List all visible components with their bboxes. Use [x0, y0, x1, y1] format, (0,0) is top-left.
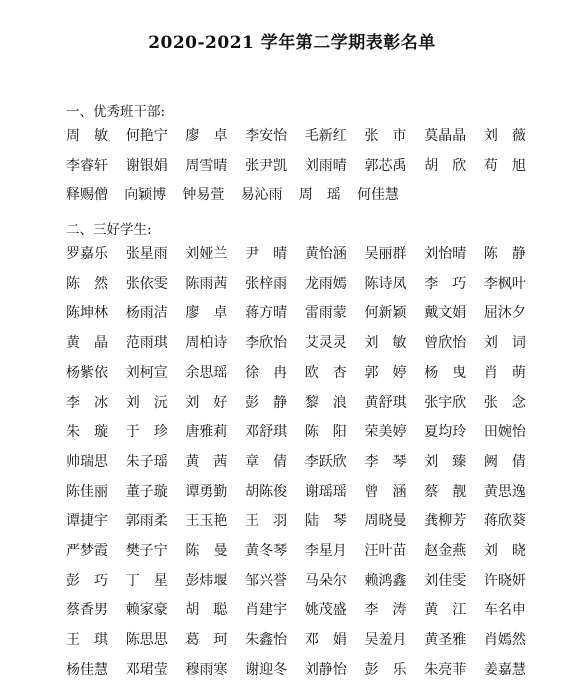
student-name: 陈 曼	[185, 543, 228, 559]
student-name: 李 冰	[66, 394, 108, 411]
student-name: 杨佳慧	[66, 661, 108, 678]
student-name: 刘佳雯	[424, 572, 467, 589]
student-name: 尹 晴	[245, 246, 288, 262]
student-name: 张宇欣	[424, 394, 467, 411]
student-name: 陈思思	[125, 632, 168, 649]
student-name: 彭 巧	[66, 572, 108, 589]
student-name: 周晓曼	[364, 513, 407, 530]
student-name: 杨紫依	[66, 364, 108, 381]
student-name: 雷雨蒙	[304, 305, 347, 322]
student-name: 肖 萌	[483, 364, 526, 381]
student-name: 邓 娟	[304, 632, 347, 649]
name-row	[66, 629, 536, 649]
student-name: 郭雨柔	[125, 513, 168, 530]
student-name: 廖 卓	[185, 128, 228, 144]
student-name: 黄冬琴	[245, 543, 288, 559]
student-name: 谢瑶瑶	[304, 483, 347, 500]
student-name: 朱亮菲	[424, 661, 467, 678]
student-name: 黄 茜	[185, 453, 228, 470]
student-name: 黄 晶	[66, 335, 108, 352]
name-row	[66, 362, 536, 382]
student-name: 姚茂盛	[304, 602, 347, 619]
student-name: 刘静怡	[304, 661, 347, 678]
student-name: 帅瑞思	[66, 453, 108, 470]
student-name: 刘 词	[483, 335, 526, 352]
student-name: 刘雨晴	[304, 157, 347, 174]
student-name: 陈雨茜	[185, 275, 228, 292]
student-name: 李睿轩	[66, 157, 108, 174]
student-name: 荣美婷	[364, 424, 407, 441]
student-name: 李 涛	[364, 602, 407, 619]
student-name: 陈坤林	[66, 305, 108, 322]
student-name: 廖 卓	[185, 305, 228, 322]
student-name: 周 瑶	[298, 187, 341, 204]
student-name: 王 琪	[66, 632, 108, 649]
student-name: 谢银娟	[125, 157, 168, 174]
name-row	[66, 451, 536, 471]
student-name: 释赐僧	[66, 187, 108, 204]
student-name: 邹兴誉	[245, 572, 288, 589]
name-row	[66, 184, 536, 204]
name-row	[66, 125, 536, 145]
student-name: 陈 阳	[304, 424, 347, 441]
student-name: 周 敏	[66, 128, 108, 144]
student-name: 刘娅兰	[185, 246, 228, 262]
student-name: 樊子宁	[125, 543, 168, 559]
student-name: 胡 欣	[424, 157, 467, 174]
student-name: 蔡香男	[66, 602, 108, 619]
student-name: 穆雨寒	[185, 661, 228, 678]
student-name: 朱鑫怡	[245, 632, 288, 649]
student-name: 黄怡涵	[304, 246, 347, 262]
student-name: 杨 曳	[424, 364, 467, 381]
student-name: 邓舒琪	[245, 424, 288, 441]
student-name: 张梓雨	[245, 275, 288, 292]
student-name: 董子璇	[125, 483, 168, 500]
student-name: 葛 珂	[185, 632, 228, 649]
student-name: 龙雨嫣	[304, 275, 347, 292]
name-row	[66, 570, 536, 590]
student-name: 何艳宁	[125, 128, 168, 144]
student-name: 龚柳芳	[424, 513, 467, 530]
name-row	[66, 659, 536, 679]
student-name: 谭捷宇	[66, 513, 108, 530]
student-name: 李 巧	[424, 275, 467, 292]
student-name: 陈佳丽	[66, 483, 108, 500]
student-name: 周雪晴	[185, 157, 228, 174]
name-row	[66, 302, 536, 322]
student-name: 刘 好	[185, 394, 228, 411]
name-row	[66, 421, 536, 441]
section-heading: 一、优秀班干部:	[66, 104, 166, 120]
student-name: 车名申	[483, 602, 526, 619]
student-name: 胡 聪	[185, 602, 228, 619]
student-name: 毛新红	[304, 128, 347, 144]
student-name: 郭芯禹	[364, 157, 407, 174]
student-name: 李枫叶	[483, 275, 526, 292]
name-row	[66, 540, 536, 560]
section-heading: 二、三好学生:	[66, 222, 152, 238]
student-name: 何佳慧	[356, 187, 399, 204]
student-name: 张尹凯	[245, 157, 288, 174]
student-name: 黄圣雅	[424, 632, 467, 649]
student-name: 戴文娟	[424, 305, 467, 322]
student-name: 张 市	[364, 128, 407, 144]
student-name: 赖鸿鑫	[364, 572, 407, 589]
student-name: 陈 然	[66, 275, 108, 292]
student-name: 黄 江	[424, 602, 467, 619]
student-name: 肖建宇	[245, 602, 288, 619]
student-name: 朱 璇	[66, 424, 108, 441]
student-name: 周柏诗	[185, 335, 228, 352]
student-name: 汪叶苗	[364, 543, 407, 559]
student-name: 李安怡	[245, 128, 288, 144]
student-name: 艾灵灵	[304, 335, 347, 352]
student-name: 曾欣怡	[424, 335, 467, 352]
student-name: 易沁雨	[240, 187, 283, 204]
student-name: 蒋方晴	[245, 305, 288, 322]
student-name: 吴羞月	[364, 632, 407, 649]
student-name: 张依雯	[125, 275, 168, 292]
student-name: 赖家豪	[125, 602, 168, 619]
name-row	[66, 273, 536, 293]
student-name: 郭 婷	[364, 364, 407, 381]
student-name: 肖嫣然	[483, 632, 526, 649]
name-row	[66, 510, 536, 530]
name-row	[66, 155, 536, 175]
student-name: 刘 臻	[424, 453, 467, 470]
student-name: 何新颖	[364, 305, 407, 322]
student-name: 田婉怡	[483, 424, 526, 441]
student-name: 李星月	[304, 543, 347, 559]
student-name: 陈 静	[483, 246, 526, 262]
student-name: 余思瑶	[185, 364, 228, 381]
student-name: 王玉艳	[185, 513, 228, 530]
student-name: 朱子瑶	[125, 453, 168, 470]
student-name: 刘 敏	[364, 335, 407, 352]
student-name: 刘 沅	[125, 394, 168, 411]
student-name: 刘 晓	[483, 543, 526, 559]
student-name: 欧 杏	[304, 364, 347, 381]
student-name: 严梦霞	[66, 543, 108, 559]
student-name: 张星雨	[125, 246, 168, 262]
student-name: 谢迎冬	[245, 661, 288, 678]
student-name: 刘怡晴	[424, 246, 467, 262]
student-name: 彭 静	[245, 394, 288, 411]
student-name: 许晓妍	[483, 572, 526, 589]
student-name: 徐 冉	[245, 364, 288, 381]
student-name: 彭炜堰	[185, 572, 228, 589]
student-name: 彭 乐	[364, 661, 407, 678]
student-name: 杨雨洁	[125, 305, 168, 322]
student-name: 莫晶晶	[424, 128, 467, 144]
student-name: 邓珺莹	[125, 661, 168, 678]
student-name: 阙 倩	[483, 453, 526, 470]
name-row	[66, 599, 536, 619]
student-name: 张 念	[483, 394, 526, 411]
student-name: 王 羽	[245, 513, 288, 530]
student-name: 唐雅莉	[185, 424, 228, 441]
student-name: 谭勇勤	[185, 483, 228, 500]
document-title: 2020-2021 学年第二学期表彰名单	[148, 33, 436, 53]
student-name: 刘 薇	[483, 128, 526, 144]
student-name: 罗嘉乐	[66, 246, 108, 262]
name-row	[66, 243, 536, 263]
student-name: 钟易萱	[182, 187, 225, 204]
student-name: 刘柯宣	[125, 364, 168, 381]
name-row	[66, 481, 536, 501]
student-name: 陆 琴	[304, 513, 347, 530]
student-name: 曾 涵	[364, 483, 407, 500]
student-name: 李 琴	[364, 453, 407, 470]
name-row	[66, 332, 536, 352]
student-name: 屈沐夕	[483, 305, 526, 322]
student-name: 马朵尔	[304, 572, 347, 589]
student-name: 章 倩	[245, 453, 288, 470]
student-name: 于 珍	[125, 424, 168, 441]
student-name: 黄舒琪	[364, 394, 407, 411]
student-name: 苟 旭	[483, 157, 526, 174]
student-name: 范雨琪	[125, 335, 168, 352]
student-name: 黄思逸	[483, 483, 526, 500]
student-name: 黎 浪	[304, 394, 347, 411]
student-name: 陈诗凤	[364, 275, 407, 292]
student-name: 向颖博	[124, 187, 167, 204]
student-name: 李欣怡	[245, 335, 288, 352]
student-name: 蔡 靓	[424, 483, 467, 500]
student-name: 姜嘉慧	[483, 661, 526, 678]
student-name: 赵金燕	[424, 543, 467, 559]
student-name: 李跃欣	[304, 453, 347, 470]
student-name: 夏均玲	[424, 424, 467, 441]
student-name: 吴丽群	[364, 246, 407, 262]
student-name: 丁 星	[125, 572, 168, 589]
name-row	[66, 392, 536, 412]
student-name: 蒋欣葵	[483, 513, 526, 530]
student-name: 胡陈俊	[245, 483, 288, 500]
